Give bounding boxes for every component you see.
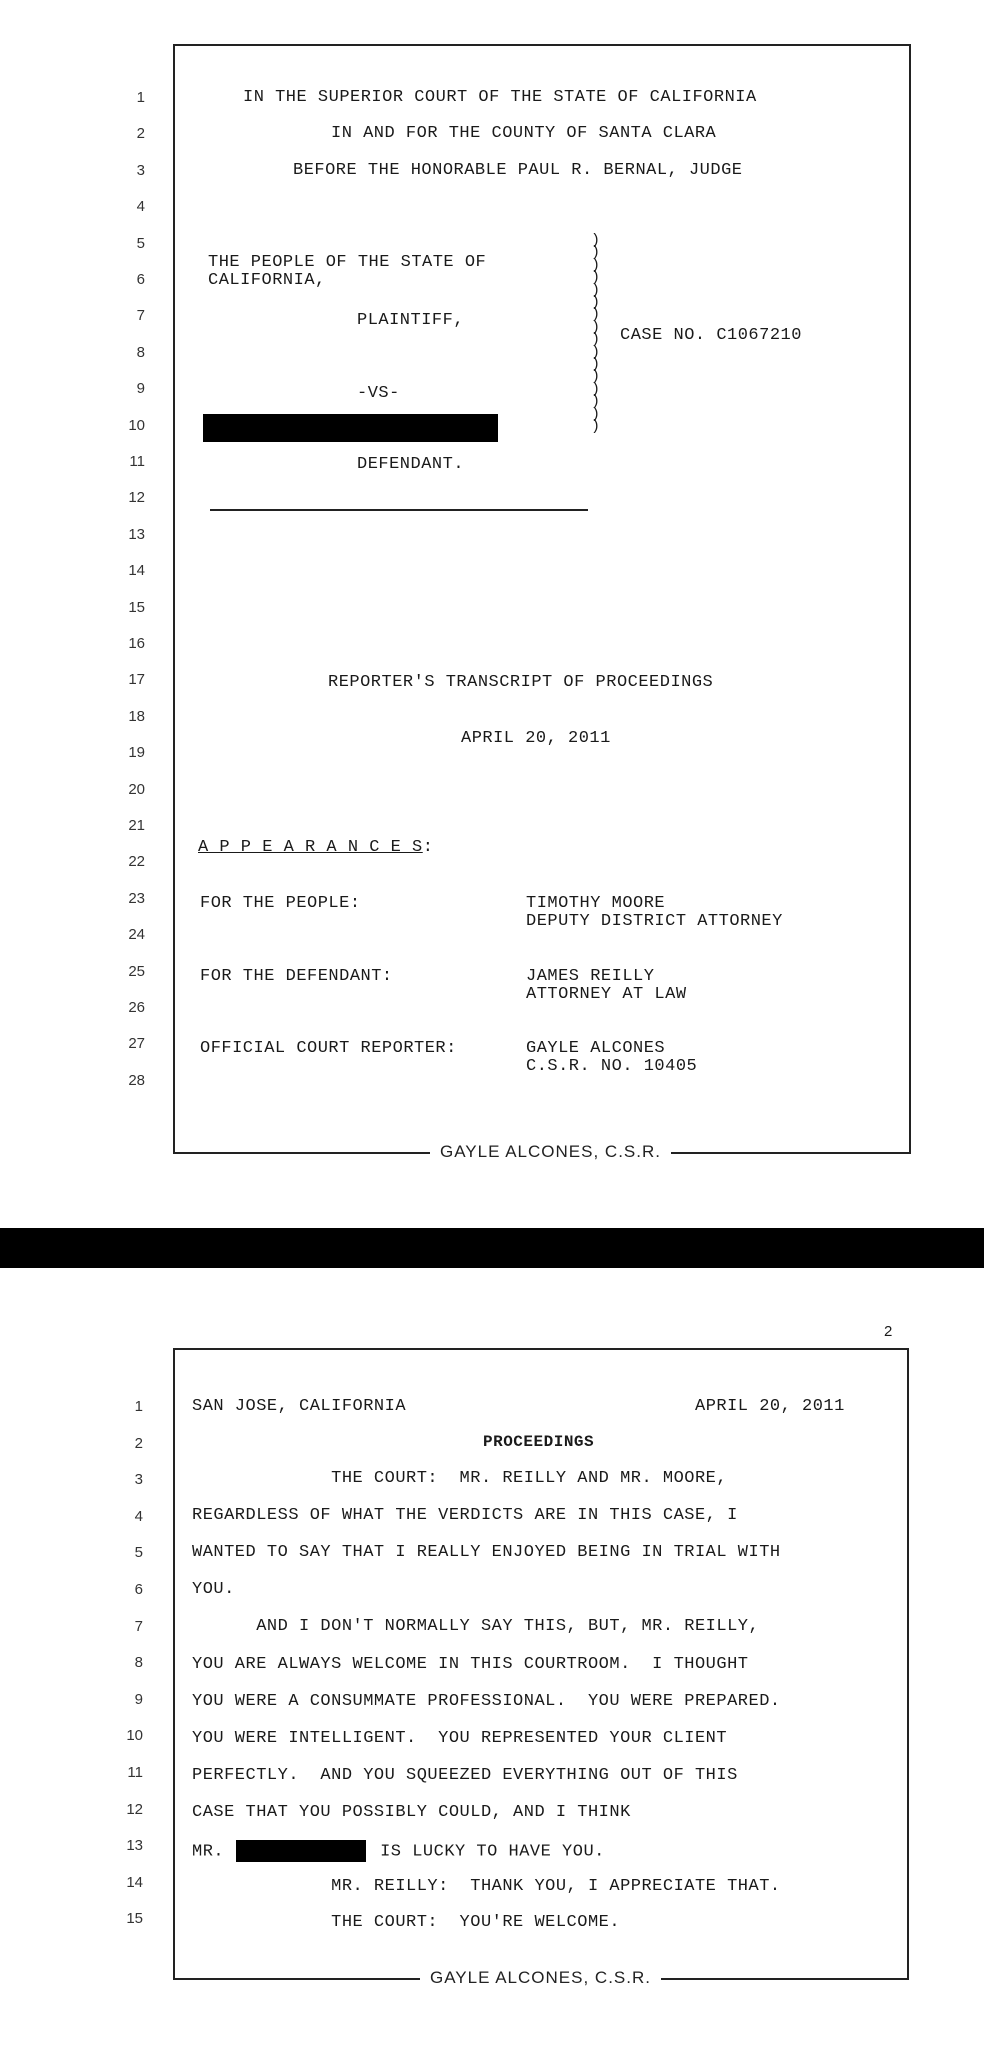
appearance-role-defendant: FOR THE DEFENDANT:: [200, 967, 393, 986]
appearance-name-reporter: GAYLE ALCONES: [526, 1039, 666, 1058]
transcript-title: REPORTER'S TRANSCRIPT OF PROCEEDINGS: [328, 673, 714, 692]
line-number: 22: [128, 853, 145, 871]
line-number: 7: [134, 1617, 143, 1635]
line-number: 23: [128, 889, 145, 907]
transcript-line: YOU WERE INTELLIGENT. YOU REPRESENTED YOUR CLIENT: [192, 1728, 728, 1748]
transcript-location: SAN JOSE, CALIFORNIA: [192, 1397, 407, 1416]
line-number: 25: [128, 962, 145, 980]
line-number: 15: [126, 1910, 143, 1928]
line-number: 13: [128, 525, 145, 543]
caption-parentheses: ) ) ) ) ) ) ) ) ) ) ) ) ) ) ) ): [591, 232, 601, 436]
court-heading-line-3: BEFORE THE HONORABLE PAUL R. BERNAL, JUDGE: [293, 161, 743, 180]
line-number: 2: [136, 125, 145, 143]
caption-rule: [210, 509, 588, 511]
appearance-title-reporter: C.S.R. NO. 10405: [526, 1057, 698, 1076]
page-separator: [0, 1228, 984, 1268]
appearances-colon: :: [422, 838, 434, 857]
transcript-line: REGARDLESS OF WHAT THE VERDICTS ARE IN THIS CASE, I: [192, 1506, 738, 1526]
transcript-line-13: [192, 1840, 605, 1862]
court-heading-line-1: IN THE SUPERIOR COURT OF THE STATE OF CALIFORNIA: [243, 88, 757, 107]
line-number: 8: [134, 1654, 143, 1672]
line-number: 3: [134, 1471, 143, 1489]
page-footer: GAYLE ALCONES, C.S.R.: [430, 1142, 671, 1162]
court-heading-line-2: IN AND FOR THE COUNTY OF SANTA CLARA: [331, 124, 717, 143]
line-number: 27: [128, 1035, 145, 1053]
line-13-suffix: IS LUCKY TO HAVE YOU.: [380, 1842, 605, 1862]
transcript-line: YOU ARE ALWAYS WELCOME IN THIS COURTROOM. I THOUGHT: [192, 1654, 749, 1674]
line-number: 12: [128, 489, 145, 507]
line-number: 9: [136, 380, 145, 398]
line-number: 15: [128, 598, 145, 616]
line-number: 26: [128, 999, 145, 1016]
line-number: 19: [128, 744, 145, 762]
line-number: 4: [136, 198, 145, 216]
line-number: 1: [136, 89, 145, 106]
line-number: 11: [129, 453, 145, 470]
line-number: 5: [134, 1544, 143, 1562]
party-plaintiff-line-1: THE PEOPLE OF THE STATE OF: [208, 253, 487, 272]
line-number: 6: [136, 271, 145, 288]
appearance-role-people: FOR THE PEOPLE:: [200, 894, 361, 913]
redacted-name: [236, 1840, 366, 1862]
line-number: 7: [136, 307, 145, 325]
page-footer: GAYLE ALCONES, C.S.R.: [420, 1968, 661, 1988]
line-number: 28: [128, 1071, 145, 1089]
line-number: 1: [134, 1398, 143, 1415]
line-number: 21: [128, 817, 145, 834]
line-number: 14: [128, 562, 145, 580]
case-number: CASE NO. C1067210: [620, 326, 802, 345]
line-number: 3: [136, 161, 145, 179]
transcript-page-2: [0, 1268, 984, 2048]
appearance-role-reporter: OFFICIAL COURT REPORTER:: [200, 1039, 457, 1058]
transcript-line-14: MR. REILLY: THANK YOU, I APPRECIATE THAT.: [192, 1877, 781, 1896]
line-number: 4: [134, 1507, 143, 1525]
line-number: 8: [136, 343, 145, 361]
versus-label: -VS-: [357, 384, 400, 403]
line-number: 11: [127, 1764, 143, 1781]
transcript-line: YOU.: [192, 1580, 235, 1600]
transcript-line: AND I DON'T NORMALLY SAY THIS, BUT, MR. REILLY,: [192, 1617, 760, 1637]
appearance-name-defendant: JAMES REILLY: [526, 967, 655, 986]
plaintiff-label: PLAINTIFF,: [357, 311, 465, 330]
line-number: 10: [126, 1727, 143, 1745]
redacted-defendant-name: [203, 414, 498, 442]
page-number: 2: [884, 1323, 893, 1340]
transcript-date: APRIL 20, 2011: [695, 1397, 845, 1416]
line-number: 14: [126, 1873, 143, 1891]
line-number: 9: [134, 1690, 143, 1708]
line-number: 13: [126, 1837, 143, 1855]
line-number: 5: [136, 234, 145, 252]
line-number: 18: [128, 707, 145, 725]
transcript-line: WANTED TO SAY THAT I REALLY ENJOYED BEING IN TRIAL WITH: [192, 1543, 781, 1563]
appearances-heading: [198, 838, 433, 857]
appearances-heading-text: A P P E A R A N C E S: [198, 838, 423, 857]
appearance-name-people: TIMOTHY MOORE: [526, 894, 666, 913]
transcript-line: YOU WERE A CONSUMMATE PROFESSIONAL. YOU WERE PREPARED.: [192, 1691, 781, 1711]
transcript-line: PERFECTLY. AND YOU SQUEEZED EVERYTHING OUT OF THIS: [192, 1765, 738, 1785]
transcript-date: APRIL 20, 2011: [461, 729, 611, 748]
line-number: 16: [128, 635, 145, 652]
line-number: 24: [128, 926, 145, 944]
line-number: 2: [134, 1434, 143, 1452]
proceedings-heading: PROCEEDINGS: [483, 1433, 595, 1451]
transcript-line: CASE THAT YOU POSSIBLY COULD, AND I THINK: [192, 1802, 631, 1822]
appearance-title-people: DEPUTY DISTRICT ATTORNEY: [526, 912, 783, 931]
party-plaintiff-line-2: CALIFORNIA,: [208, 271, 326, 290]
line-13-prefix: MR.: [192, 1842, 225, 1862]
line-number: 10: [128, 416, 145, 434]
transcript-line-15: THE COURT: YOU'RE WELCOME.: [192, 1913, 621, 1932]
transcript-line: THE COURT: MR. REILLY AND MR. MOORE,: [192, 1469, 728, 1488]
defendant-label: DEFENDANT.: [357, 455, 465, 474]
line-number: 12: [126, 1800, 143, 1818]
line-number: 17: [128, 671, 145, 689]
line-number: 20: [128, 780, 145, 798]
line-number: 6: [134, 1581, 143, 1598]
appearance-title-defendant: ATTORNEY AT LAW: [526, 985, 687, 1004]
